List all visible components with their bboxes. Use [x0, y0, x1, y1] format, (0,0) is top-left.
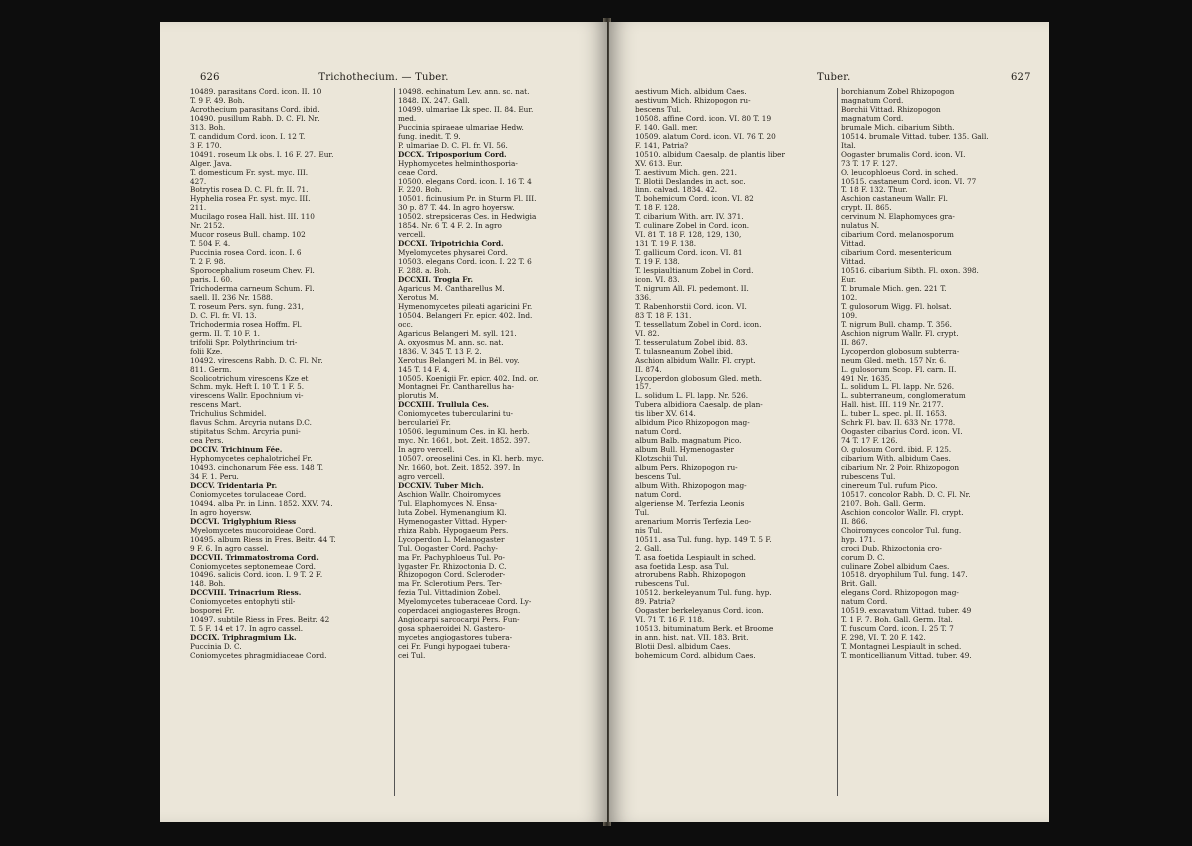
genus-heading: DCCVI. Triglyphium Riess [190, 517, 297, 526]
entry-line: natum Cord. [635, 428, 682, 437]
entry-line: 83 T. 18 F. 131. [635, 311, 692, 320]
entry-line: paris. I. 60. [190, 276, 233, 285]
entry-line: L. solidum L. Fl. lapp. Nr. 526. [635, 392, 749, 401]
entry-line: 157. [635, 383, 652, 392]
entry-line: T. 2 F. 98. [190, 258, 226, 267]
entry-line: Botrytis rosea D. C. Fl. fr. II. 71. [190, 186, 309, 195]
entry-line: rescens Mart. [190, 401, 242, 410]
entry-line: bercularieï Fr. [398, 419, 451, 428]
entry-line: 10516. cibarium Sibth. Fl. oxon. 398. [841, 267, 979, 276]
entry-line: Hyphelia rosea Fr. syst. myc. III. [190, 195, 311, 204]
entry-line: T. asa foetida Lespiault in sched. [635, 553, 756, 562]
entry-line: Lycoperdon globosum subterra- [841, 347, 960, 356]
entry-line: 30 p. 87 T. 44. In agro hoyersw. [398, 204, 515, 213]
entry-line: 2. Gall. [635, 544, 662, 553]
entry-line: magnatum Cord. [841, 96, 904, 105]
entry-line: 131 T. 19 F. 138. [635, 240, 697, 249]
entry-line: Xerotus M. [398, 293, 439, 302]
entry-line: 10501. ficinusium Pr. in Sturm Fl. III. [398, 195, 537, 204]
entry-line: D. C. Fl. fr. VI. 13. [190, 311, 257, 320]
entry-line: 10505. Koenigii Fr. epicr. 402. Ind. or. [398, 374, 539, 383]
entry-line: Trichoderma carneum Schum. Fl. [190, 284, 315, 293]
entry-line: nulatus N. [841, 222, 880, 231]
entry-line: L. solidum L. Fl. lapp. Nr. 526. [841, 383, 955, 392]
entry-line: 10497. subtile Riess in Fres. Beitr. 42 [190, 616, 330, 625]
entry-line: lygaster Fr. Rhizoctonia D. C. [398, 562, 507, 571]
entry-line: cibarium Cord. mesentericum [841, 249, 952, 258]
entry-line: 10510. albidum Caesalp. de plantis liber [635, 150, 785, 159]
entry-line: 10514. brumale Vittad. tuber. 135. Gall. [841, 132, 989, 141]
entry-line: Acrothecium parasitans Cord. ibid. [190, 105, 320, 114]
entry-line: Oogaster brumalis Cord. icon. VI. [841, 150, 966, 159]
entry-line: XV. 613. Eur. [635, 159, 683, 168]
entry-line: T. tessellatum Zobel in Cord. icon. [635, 320, 762, 329]
entry-line: II. 866. [841, 517, 868, 526]
entry-line: Aschion concolor Wallr. Fl. crypt. [841, 508, 964, 517]
entry-line: T. roseum Pers. syn. fung. 231, [190, 302, 304, 311]
entry-line: Myelomycetes mucoroideae Cord. [190, 526, 317, 535]
entry-line: II. 867. [841, 338, 868, 347]
entry-line: Eur. [841, 276, 857, 285]
entry-line: F. 298, VI. T. 20 F. 142. [841, 634, 926, 643]
entry-line: Myelomycetes physarei Cord. [398, 249, 508, 258]
entry-line: P. ulmariae D. C. Fl. fr. VI. 56. [398, 141, 508, 150]
genus-heading: DCCVIII. Trinacrium Riess. [190, 589, 302, 598]
entry-line: Hyphomycetes cephalotricheï Fr. [190, 455, 313, 464]
column-divider [394, 88, 395, 796]
entry-line: cervinum N. Elaphomyces gra- [841, 213, 955, 222]
entry-line: VI. 71 T. 16 F. 118. [635, 616, 705, 625]
entry-line: virescens Wallr. Epochnium vi- [190, 392, 304, 401]
entry-line: T. domesticum Fr. syst. myc. III. [190, 168, 309, 177]
entry-line: 34 F. 1. Peru. [190, 472, 239, 481]
entry-line: T. Montagnei Lespiault in sched. [841, 643, 962, 652]
entry-line: arenarium Morris Terfezia Leo- [635, 517, 752, 526]
entry-line: ceae Cord. [398, 168, 438, 177]
entry-line: 10513. bituminatum Berk. et Broome [635, 625, 774, 634]
entry-line: tis liber XV. 614. [635, 410, 696, 419]
entry-line: bescens Tul. [635, 105, 682, 114]
entry-line: L. subterraneum, conglomeratum [841, 392, 966, 401]
entry-line: 10490. pusillum Rabh. D. C. Fl. Nr. [190, 114, 320, 123]
entry-line: 10515. castaneum Cord. icon. VI. 77 [841, 177, 977, 186]
entry-line: 10518. dryophilum Tul. fung. 147. [841, 571, 968, 580]
entry-line: Vittad. [841, 258, 866, 267]
entry-line: 1854. Nr. 6 T. 4 F. 2. In agro [398, 222, 502, 231]
entry-line: asa foetida Lesp. asa Tul. [635, 562, 729, 571]
entry-line: 10500. elegans Cord. icon. I. 16 T. 4 [398, 177, 532, 186]
genus-heading: DCCV. Tridentaria Pr. [190, 481, 278, 490]
entry-line: F. 140. Gall. mer. [635, 123, 698, 132]
entry-line: algeriense M. Terfezia Leonis [635, 499, 745, 508]
entry-line: Agaricus Belangeri M. syll. 121. [398, 329, 517, 338]
genus-heading: DCCIX. Triphragmium Lk. [190, 634, 297, 643]
left-page [160, 22, 607, 822]
entry-line: magnatum Cord. [841, 114, 904, 123]
entry-line: 74 T. 17 F. 126. [841, 437, 898, 446]
entry-line: hyp. 171. [841, 535, 876, 544]
entry-line: 336. [635, 293, 652, 302]
entry-line: 10517. concolor Rabh. D. C. Fl. Nr. [841, 490, 971, 499]
entry-line: Tul. Elaphomyces N. Ensa- [398, 499, 497, 508]
entry-line: 427. [190, 177, 207, 186]
entry-line: croci Dub. Rhizoctonia cro- [841, 544, 942, 553]
entry-line: cea Pers. [190, 437, 224, 446]
entry-line: O. gulosum Cord. ibid. F. 125. [841, 446, 952, 455]
entry-line: ma Fr. Sclerotium Pers. Ter- [398, 580, 503, 589]
entry-line: albidum Pico Rhizopogon mag- [635, 419, 750, 428]
entry-line: Nr. 2152. [190, 222, 225, 231]
entry-line: Aschion castaneum Wallr. Fl. [841, 195, 948, 204]
entry-line: 10496. salicis Cord. icon. I. 9 T. 2 F. [190, 571, 323, 580]
entry-line: rubescens Tul. [841, 472, 896, 481]
entry-line: T. brumale Mich. gen. 221 T. [841, 284, 947, 293]
left-column-1 [190, 88, 390, 661]
entry-line: A. oxyosmus M. ann. sc. nat. [398, 338, 504, 347]
entry-line: 313. Boh. [190, 123, 226, 132]
entry-line: 10489. parasitans Cord. icon. II. 10 [190, 88, 322, 96]
entry-line: T. Blotii Deslandes in act. soc. [635, 177, 746, 186]
entry-line: coperdacei angiogasteres Brogn. [398, 607, 521, 616]
entry-line: 10494. alba Pr. in Linn. 1852. XXV. 74. [190, 499, 333, 508]
entry-line: bosporei Fr. [190, 607, 235, 616]
entry-line: T. aestivum Mich. gen. 221. [635, 168, 737, 177]
entry-line: linn. calvad. 1834. 42. [635, 186, 718, 195]
right-column-2 [841, 88, 1041, 661]
entry-line: occ. [398, 320, 413, 329]
entry-line: Coniomycetes entophyti stil- [190, 598, 296, 607]
entry-line: plorutis M. [398, 392, 439, 401]
entry-line: T. 1 F. 7. Boh. Gall. Germ. Ital. [841, 616, 953, 625]
entry-line: Tul. [635, 508, 650, 517]
left-running-head: Trichothecium. — Tuber. [318, 72, 449, 83]
left-page-number: 626 [200, 72, 220, 83]
entry-line: Blotii Desl. albidum Caes. [635, 643, 731, 652]
entry-line: gosa sphaeroidei N. Gastero- [398, 625, 506, 634]
entry-line: T. gallicum Cord. icon. VI. 81 [635, 249, 743, 258]
entry-line: nis Tul. [635, 526, 663, 535]
right-column-1 [635, 88, 835, 661]
entry-line: F. 141, Patria? [635, 141, 689, 150]
entry-line: Klotzschii Tul. [635, 455, 688, 464]
entry-line: Myelomycetes tuberaceae Cord. Ly- [398, 598, 532, 607]
entry-line: vercell. [398, 231, 426, 240]
entry-line: T. 504 F. 4. [190, 240, 231, 249]
genus-heading: DCCXII. Trogia Fr. [398, 276, 474, 285]
entry-line: Hymenogaster Vittad. Hyper- [398, 517, 508, 526]
entry-line: rhiza Rabh. Hypogaeum Pers. [398, 526, 509, 535]
entry-line: 10507. oreoselini Ces. in Kl. herb. myc. [398, 455, 544, 464]
entry-line: L. tuber L. spec. pl. II. 1653. [841, 410, 947, 419]
entry-line: bohemicum Cord. albidum Caes. [635, 652, 756, 661]
entry-line: 10509. alatum Cord. icon. VI. 76 T. 20 [635, 132, 776, 141]
entry-line: 211. [190, 204, 207, 213]
entry-line: 10512. berkeleyanum Tul. fung. hyp. [635, 589, 772, 598]
entry-line: T. Rabenhorstii Cord. icon. VI. [635, 302, 747, 311]
entry-line: album With. Rhizopogon mag- [635, 481, 747, 490]
entry-line: 109. [841, 311, 858, 320]
entry-line: elegans Cord. Rhizopogon mag- [841, 589, 959, 598]
entry-line: Coniomycetes septonemeae Cord. [190, 562, 316, 571]
genus-heading: DCCX. Triposporium Cord. [398, 150, 507, 159]
right-page-number: 627 [1011, 72, 1031, 83]
entry-line: Trichulius Schmidel. [190, 410, 267, 419]
entry-line: Rhizopogon Cord. Scleroder- [398, 571, 506, 580]
entry-line: corum D. C. [841, 553, 885, 562]
entry-line: In agro hoyersw. [190, 508, 252, 517]
entry-line: stipitatus Schm. Arcyria puni- [190, 428, 301, 437]
entry-line: culinare Zobel albidum Caes. [841, 562, 950, 571]
entry-line: VI. 82. [635, 329, 660, 338]
entry-line: album Balb. magnatum Pico. [635, 437, 742, 446]
entry-line: II. 874. [635, 365, 662, 374]
entry-line: cibarium Cord. melanosporum [841, 231, 954, 240]
entry-line: Borchii Vittad. Rhizopogon [841, 105, 941, 114]
entry-line: T. cibarium With. arr. IV. 371. [635, 213, 744, 222]
right-page [609, 22, 1049, 822]
genus-heading: DCCXIV. Tuber Mich. [398, 481, 484, 490]
entry-line: bescens Tul. [635, 472, 682, 481]
entry-line: Nr. 1660, bot. Zeit. 1852. 397. In [398, 464, 521, 473]
entry-line: Hyphomycetes helminthosporia- [398, 159, 518, 168]
entry-line: germ. II. T. 10 F. 1. [190, 329, 261, 338]
entry-line: 148. Boh. [190, 580, 226, 589]
entry-line: Hall. hist. III. 119 Nr. 2177. [841, 401, 944, 410]
entry-line: T. 9 F. 49. Boh. [190, 96, 245, 105]
entry-line: aestivum Mich. albidum Caes. [635, 88, 747, 96]
entry-line: 10511. asa Tul. fung. hyp. 149 T. 5 F. [635, 535, 772, 544]
entry-line: Ital. [841, 141, 856, 150]
entry-line: 10493. cinchonarum Fée ess. 148 T. [190, 464, 324, 473]
entry-line: 10508. affine Cord. icon. VI. 80 T. 19 [635, 114, 772, 123]
entry-line: natum Cord. [841, 598, 888, 607]
entry-line: saell. II. 236 Nr. 1588. [190, 293, 273, 302]
entry-line: Vittad. [841, 240, 866, 249]
entry-line: Coniomycetes tubercularini tu- [398, 410, 514, 419]
entry-line: agro vercell. [398, 472, 445, 481]
entry-line: mycetes angiogastores tubera- [398, 634, 513, 643]
entry-line: luta Zobel. Hymenangium Kl. [398, 508, 507, 517]
entry-line: Tubera albidiora Caesalp. de plan- [635, 401, 763, 410]
entry-line: crypt. II. 865. [841, 204, 892, 213]
entry-line: 10519. excavatum Vittad. tuber. 49 [841, 607, 972, 616]
entry-line: In agro vercell. [398, 446, 455, 455]
entry-line: 10506. leguminum Ces. in Kl. herb. [398, 428, 530, 437]
entry-line: aestivum Mich. Rhizopogon ru- [635, 96, 751, 105]
entry-line: Mucilago rosea Hall. hist. III. 110 [190, 213, 315, 222]
entry-line: icon. VI. 83. [635, 276, 680, 285]
entry-line: Oogaster cibarius Cord. icon. VI. [841, 428, 963, 437]
entry-line: 811. Germ. [190, 365, 232, 374]
entry-line: 145 T. 14 F. 4. [398, 365, 450, 374]
entry-line: neum Gled. meth. 157 Nr. 6. [841, 356, 947, 365]
entry-line: T. nigrum All. Fl. pedemont. II. [635, 284, 749, 293]
entry-line: trifolii Spr. Polythrincium tri- [190, 338, 298, 347]
entry-line: Lycoperdon globosum Gled. meth. [635, 374, 763, 383]
entry-line: T. nigrum Bull. champ. T. 356. [841, 320, 952, 329]
genus-heading: DCCVII. Trimmatostroma Cord. [190, 553, 319, 562]
entry-line: borchianum Zobel Rhizopogon [841, 88, 955, 96]
entry-line: fung. inedit. T. 9. [398, 132, 461, 141]
entry-line: myc. Nr. 1661, bot. Zeit. 1852. 397. [398, 437, 531, 446]
entry-line: Puccinia spiraeae ulmariae Hedw. [398, 123, 524, 132]
entry-line: Aschion nigrum Wallr. Fl. crypt. [841, 329, 959, 338]
entry-line: 89. Patria? [635, 598, 675, 607]
entry-line: Hymenomycetes pileati agaricini Fr. [398, 302, 533, 311]
entry-line: Sporocephalium roseum Chev. Fl. [190, 267, 315, 276]
left-column-2 [398, 88, 598, 661]
entry-line: 10502. strepsiceras Ces. in Hedwigia [398, 213, 537, 222]
entry-line: Angiocarpi sarcocarpi Pers. Fun- [398, 616, 520, 625]
entry-line: 10503. elegans Cord. icon. I. 22 T. 6 [398, 258, 532, 267]
entry-line: T. fuscum Cord. icon. I. 25 T. 7 [841, 625, 954, 634]
entry-line: Schrk Fl. bav. II. 633 Nr. 1778. [841, 419, 956, 428]
entry-line: Scolicotrichum virescens Kze et [190, 374, 309, 383]
entry-line: Tul. Oogaster Cord. Pachy- [398, 544, 498, 553]
entry-line: ma Fr. Pachyphloeus Tul. Po- [398, 553, 506, 562]
genus-heading: DCCXIII. Trullula Ces. [398, 401, 489, 410]
entry-line: T. culinare Zobel in Cord. icon. [635, 222, 750, 231]
entry-line: 73 T. 17 F. 127. [841, 159, 898, 168]
entry-line: brumale Mich. cibarium Sibth. [841, 123, 955, 132]
entry-line: Brit. Gall. [841, 580, 877, 589]
entry-line: T. bohemicum Cord. icon. VI. 82 [635, 195, 754, 204]
entry-line: Lycoperdon L. Melanogaster [398, 535, 505, 544]
entry-line: 1836. V. 345 T. 13 F. 2. [398, 347, 482, 356]
entry-line: cibarium With. albidum Caes. [841, 455, 951, 464]
entry-line: cinereum Tul. rufum Pico. [841, 481, 938, 490]
entry-line: 10492. virescens Rabh. D. C. Fl. Nr. [190, 356, 323, 365]
entry-line: T. tesserulatum Zobel ibid. 83. [635, 338, 748, 347]
entry-line: Oogaster berkeleyanus Cord. icon. [635, 607, 764, 616]
entry-line: 10504. Belangeri Fr. epicr. 402. Ind. [398, 311, 533, 320]
entry-line: natum Cord. [635, 490, 682, 499]
entry-line: fezia Tul. Vittadinion Zobel. [398, 589, 501, 598]
entry-line: cei Tul. [398, 652, 426, 661]
entry-line: atrorubens Rabh. Rhizopogon [635, 571, 746, 580]
entry-line: Montagnei Fr. Cantharellus ha- [398, 383, 514, 392]
entry-line: Choiromyces concolor Tul. fung. [841, 526, 962, 535]
entry-line: Puccinia D. C. [190, 643, 242, 652]
entry-line: in ann. hist. nat. VII. 183. Brit. [635, 634, 749, 643]
entry-line: T. tulasneanum Zobel ibid. [635, 347, 733, 356]
entry-line: rubescens Tul. [635, 580, 690, 589]
entry-line: F. 288. a. Boh. [398, 267, 451, 276]
entry-line: Agaricus M. Cantharellus M. [398, 284, 505, 293]
column-divider [837, 88, 838, 796]
entry-line: 2107. Boh. Gall. Germ. [841, 499, 926, 508]
entry-line: Aschion Wallr. Choiromyces [398, 490, 501, 499]
entry-line: T. 5 F. 14 et 17. In agro cassel. [190, 625, 304, 634]
entry-line: T. 19 F. 138. [635, 258, 680, 267]
entry-line: 10495. album Riess in Fres. Beitr. 44 T. [190, 535, 336, 544]
entry-line: T. candidum Cord. icon. I. 12 T. [190, 132, 306, 141]
entry-line: album Bull. Hymenogaster [635, 446, 734, 455]
entry-line: folii Kze. [190, 347, 223, 356]
entry-line: T. gulosorum Wigg. Fl. holsat. [841, 302, 952, 311]
entry-line: cei Fr. Fungi hypogaei tubera- [398, 643, 511, 652]
entry-line: Aschion albidum Wallr. Fl. crypt. [635, 356, 756, 365]
right-running-head: Tuber. [817, 72, 851, 83]
entry-line: Schm. myk. Heft I. 10 T. 1 F. 5. [190, 383, 305, 392]
entry-line: O. leucophloeus Cord. in sched. [841, 168, 959, 177]
entry-line: T. 18 F. 132. Thur. [841, 186, 908, 195]
entry-line: cibarium Nr. 2 Poir. Rhizopogon [841, 464, 960, 473]
entry-line: Coniomycetes phragmidiaceae Cord. [190, 652, 327, 661]
entry-line: T. 18 F. 128. [635, 204, 680, 213]
entry-line: L. gulosorum Scop. Fl. carn. II. [841, 365, 957, 374]
entry-line: VI. 81 T. 18 F. 128, 129, 130, [635, 231, 742, 240]
entry-line: Mucor roseus Bull. champ. 102 [190, 231, 306, 240]
entry-line: F. 220. Boh. [398, 186, 442, 195]
entry-line: 491 Nr. 1635. [841, 374, 892, 383]
entry-line: T. lespiaultianum Zobel in Cord. [635, 267, 754, 276]
entry-line: 10498. echinatum Lev. ann. sc. nat. [398, 88, 530, 96]
entry-line: Puccinia rosea Cord. icon. I. 6 [190, 249, 302, 258]
entry-line: 9 F. 6. In agro cassel. [190, 544, 269, 553]
entry-line: flavus Schm. Arcyria nutans D.C. [190, 419, 312, 428]
entry-line: med. [398, 114, 417, 123]
genus-heading: DCCXI. Tripotrichia Cord. [398, 240, 504, 249]
entry-line: Coniomycetes torulaceae Cord. [190, 490, 307, 499]
entry-line: T. monticellianum Vittad. tuber. 49. [841, 652, 972, 661]
genus-heading: DCCIV. Trichinum Fée. [190, 446, 283, 455]
entry-line: 102. [841, 293, 858, 302]
entry-line: Trichodermia rosea Hoffm. Fl. [190, 320, 303, 329]
entry-line: 1848. IX. 247. Gall. [398, 96, 470, 105]
entry-line: 10499. ulmariae Lk spec. II. 84. Eur. [398, 105, 534, 114]
entry-line: 3 F. 170. [190, 141, 222, 150]
entry-line: Alger. Java. [190, 159, 232, 168]
entry-line: 10491. roseum Lk obs. I. 16 F. 27. Eur. [190, 150, 334, 159]
entry-line: album Pers. Rhizopogon ru- [635, 464, 738, 473]
entry-line: Xerotus Belangeri M. in Bél. voy. [398, 356, 520, 365]
